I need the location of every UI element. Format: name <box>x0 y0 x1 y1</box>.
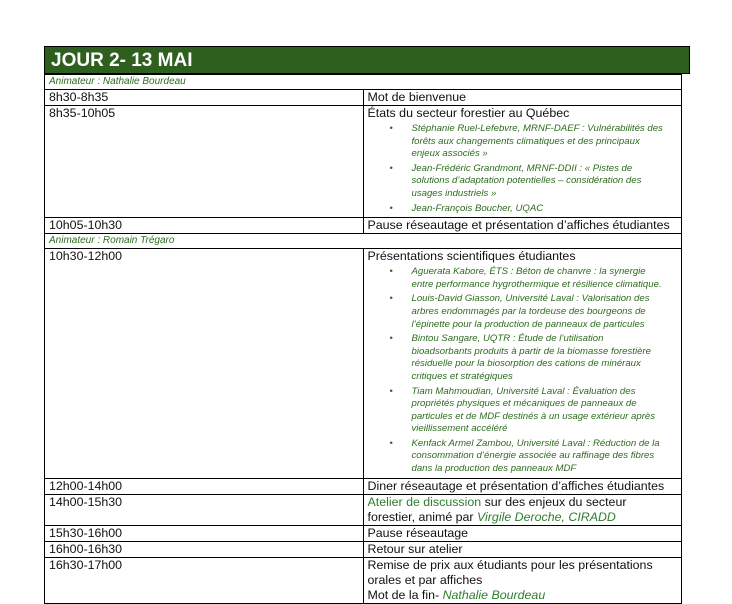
session-title: Mot de bienvenue <box>363 90 682 106</box>
workshop-host: Virgile Deroche, CIRADD <box>477 509 616 524</box>
table-row <box>45 478 682 494</box>
closing-label: Mot de la fin- <box>367 587 443 602</box>
list-item: • Stéphanie Ruel-Lefebvre, MRNF-DAEF : Vulnérabilités des forêts aux changements climatiques et des principaux enjeux associés » <box>412 123 678 161</box>
list-item: • Jean-Frédéric Grandmont, MRNF-DDII : « Pistes de solutions d’adaptation potentielles – considération des usages industriels » <box>412 163 678 201</box>
session-title: Pause réseautage <box>363 525 682 541</box>
time-cell: 10h30-12h00 <box>45 249 364 479</box>
animator-label: Animateur : Nathalie Bourdeau <box>45 75 682 90</box>
list-item: • Tiam Mahmoudian, Université Laval : Évaluation des propriétés physiques et mécaniques de panneaux de particules et de MDF destinés à un usage extérieur après vieillissement accéléré <box>412 386 678 436</box>
session-cell <box>363 557 682 603</box>
agenda-document <box>44 46 690 604</box>
speaker-list <box>368 123 678 215</box>
time-cell: 16h00-16h30 <box>45 541 364 557</box>
table-row <box>45 557 682 603</box>
table-row <box>45 106 682 218</box>
animator-row <box>45 234 682 249</box>
workshop-description: sur des enjeux du secteur forestier, animé par <box>367 494 627 524</box>
session-title: Retour sur atelier <box>363 541 682 557</box>
time-cell: 16h30-17h00 <box>45 557 364 603</box>
session-cell <box>363 106 682 218</box>
list-item: • Kenfack Armel Zambou, Université Laval : Réduction de la consommation d’énergie associée au raffinage des fibres dans la production des panneaux MDF <box>412 438 678 476</box>
closing-speaker: Nathalie Bourdeau <box>442 587 546 602</box>
session-title: États du secteur forestier au Québec <box>367 106 570 120</box>
animator-label: Animateur : Romain Trégaro <box>45 234 682 249</box>
session-title: Présentations scientifiques étudiantes <box>367 249 576 264</box>
animator-row <box>45 75 682 90</box>
table-row <box>45 218 682 234</box>
session-cell <box>363 249 682 479</box>
time-cell: 8h30-8h35 <box>45 90 364 106</box>
workshop-label: Atelier de discussion <box>367 494 482 509</box>
session-cell <box>363 494 682 525</box>
list-item: • Jean-François Boucher, UQAC <box>412 203 678 216</box>
time-cell: 12h00-14h00 <box>45 478 364 494</box>
agenda-table <box>44 74 682 604</box>
session-title: Pause réseautage et présentation d’affiches étudiantes <box>363 218 682 234</box>
time-cell: 15h30-16h00 <box>45 525 364 541</box>
table-row <box>45 525 682 541</box>
closing-line <box>368 588 678 603</box>
table-row <box>45 494 682 525</box>
speaker-list <box>368 266 678 476</box>
time-cell: 14h00-15h30 <box>45 494 364 525</box>
session-title: Remise de prix aux étudiants pour les présentations orales et par affiches <box>367 557 653 587</box>
list-item: • Bintou Sangare, UQTR : Étude de l’utilisation bioadsorbants produits à partir de la biomasse forestière résiduelle pour la biosorption des cations de minéraux critiques et stratégiques <box>412 333 678 383</box>
time-cell: 8h35-10h05 <box>45 106 364 218</box>
list-item: • Louis-David Giasson, Université Laval : Valorisation des arbres endommagés par la tordeuse des bourgeons de l’épinette pour la production de panneaux de particules <box>412 293 678 331</box>
session-title: Diner réseautage et présentation d’affiches étudiantes <box>363 478 682 494</box>
table-row <box>45 90 682 106</box>
time-cell: 10h05-10h30 <box>45 218 364 234</box>
table-row <box>45 249 682 479</box>
list-item: • Aguerata Kabore, ÉTS : Béton de chanvre : la synergie entre performance hygrothermique et résilience climatique. <box>412 266 678 291</box>
day-header: JOUR 2- 13 MAI <box>44 46 690 74</box>
table-row <box>45 541 682 557</box>
